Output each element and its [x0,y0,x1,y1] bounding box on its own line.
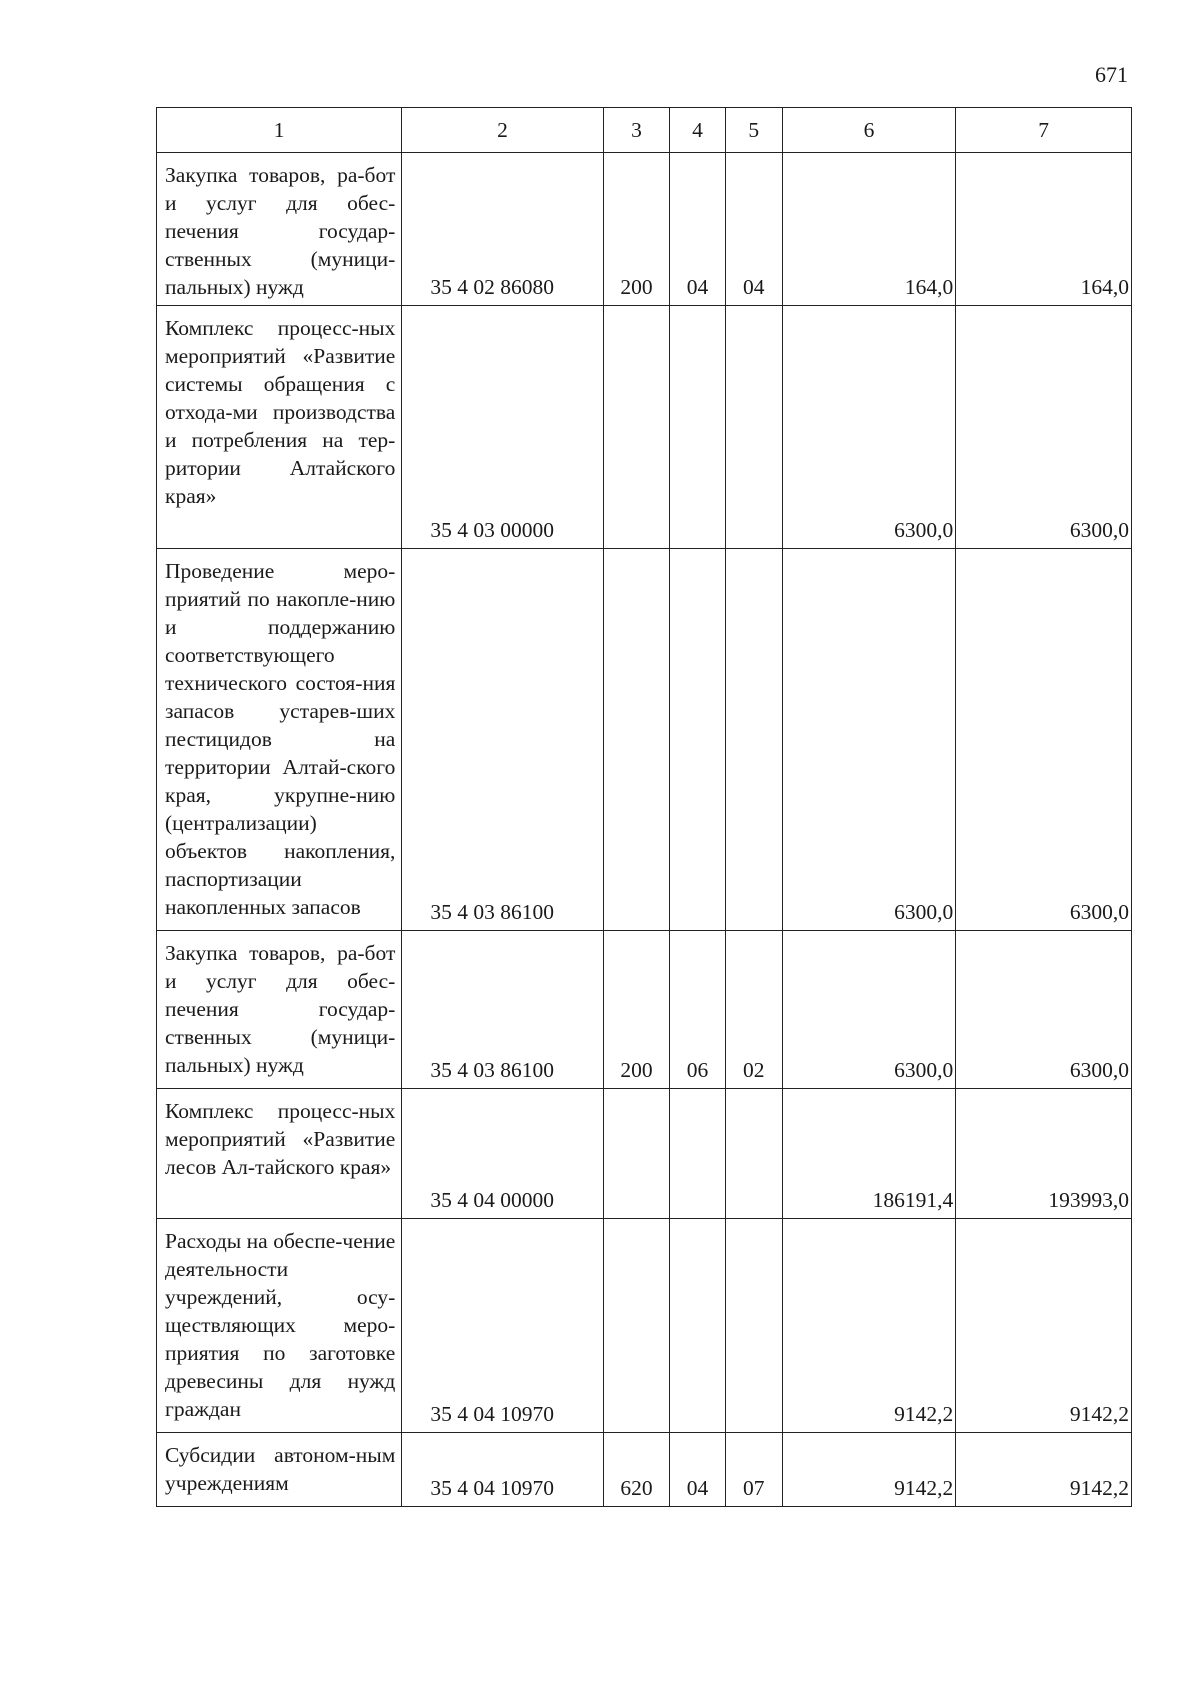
row-col4-cell [670,306,726,549]
row-col7-cell: 6300,0 [956,306,1132,549]
column-header: 6 [782,108,956,153]
row-name-cell: Закупка товаров, ра-бот и услуг для обес-печения государ-ственных (муници-пальных) нужд [157,931,402,1089]
row-col5-cell: 04 [725,153,782,306]
row-name-cell: Проведение меро-приятий по накопле-нию и поддержанию соответствующего технического состоя-ния запасов устарев-ших пестицидов на территории Алтай-ского края, укрупне-нию (централизации) объектов накопления, паспортизации накопленных запасов [157,549,402,931]
row-col5-cell: 02 [725,931,782,1089]
row-col5-cell [725,549,782,931]
row-col6-cell: 9142,2 [782,1219,956,1433]
row-name-cell: Субсидии автоном-ным учреждениям [157,1433,402,1507]
column-header: 7 [956,108,1132,153]
table-row [157,549,1132,931]
table-row [157,1219,1132,1433]
row-col6-cell: 6300,0 [782,549,956,931]
row-col6-cell: 186191,4 [782,1089,956,1219]
row-code-cell: 35 4 04 10970 [402,1433,603,1507]
row-col6-cell: 6300,0 [782,931,956,1089]
row-col5-cell [725,1089,782,1219]
row-name-cell: Закупка товаров, ра-бот и услуг для обес-печения государ-ственных (муници-пальных) нужд [157,153,402,306]
row-col6-cell: 164,0 [782,153,956,306]
row-code-cell: 35 4 04 00000 [402,1089,603,1219]
page-number: 671 [1095,62,1128,87]
column-header: 5 [725,108,782,153]
row-col4-cell [670,549,726,931]
row-col4-cell: 06 [670,931,726,1089]
column-header: 2 [402,108,603,153]
row-col3-cell: 620 [603,1433,669,1507]
header-row [157,108,1132,153]
row-col3-cell: 200 [603,153,669,306]
row-name-cell: Комплекс процесс-ных мероприятий «Развитие системы обращения с отхода-ми производства и потребления на тер-ритории Алтайского края» [157,306,402,549]
row-col3-cell: 200 [603,931,669,1089]
table-row [157,153,1132,306]
row-col7-cell: 6300,0 [956,931,1132,1089]
table-row [157,1433,1132,1507]
row-code-cell: 35 4 04 10970 [402,1219,603,1433]
row-col5-cell: 07 [725,1433,782,1507]
column-header: 4 [670,108,726,153]
row-name-cell: Комплекс процесс-ных мероприятий «Развитие лесов Ал-тайского края» [157,1089,402,1219]
table-row [157,1089,1132,1219]
row-code-cell: 35 4 03 86100 [402,931,603,1089]
row-code-cell: 35 4 02 86080 [402,153,603,306]
row-col5-cell [725,306,782,549]
row-col7-cell: 164,0 [956,153,1132,306]
row-col6-cell: 9142,2 [782,1433,956,1507]
row-col4-cell [670,1219,726,1433]
table-row [157,306,1132,549]
row-col3-cell [603,549,669,931]
row-col7-cell: 6300,0 [956,549,1132,931]
row-col4-cell: 04 [670,153,726,306]
row-col7-cell: 193993,0 [956,1089,1132,1219]
row-col3-cell [603,306,669,549]
row-col4-cell: 04 [670,1433,726,1507]
row-col5-cell [725,1219,782,1433]
row-code-cell: 35 4 03 86100 [402,549,603,931]
row-col6-cell: 6300,0 [782,306,956,549]
row-name-cell: Расходы на обеспе-чение деятельности учреждений, осу-ществляющих меро-приятия по заготовке древесины для нужд граждан [157,1219,402,1433]
row-code-cell: 35 4 03 00000 [402,306,603,549]
column-header: 1 [157,108,402,153]
column-header: 3 [603,108,669,153]
row-col7-cell: 9142,2 [956,1219,1132,1433]
table-row [157,931,1132,1089]
row-col3-cell [603,1219,669,1433]
row-col4-cell [670,1089,726,1219]
budget-table [156,107,1132,1507]
row-col7-cell: 9142,2 [956,1433,1132,1507]
row-col3-cell [603,1089,669,1219]
